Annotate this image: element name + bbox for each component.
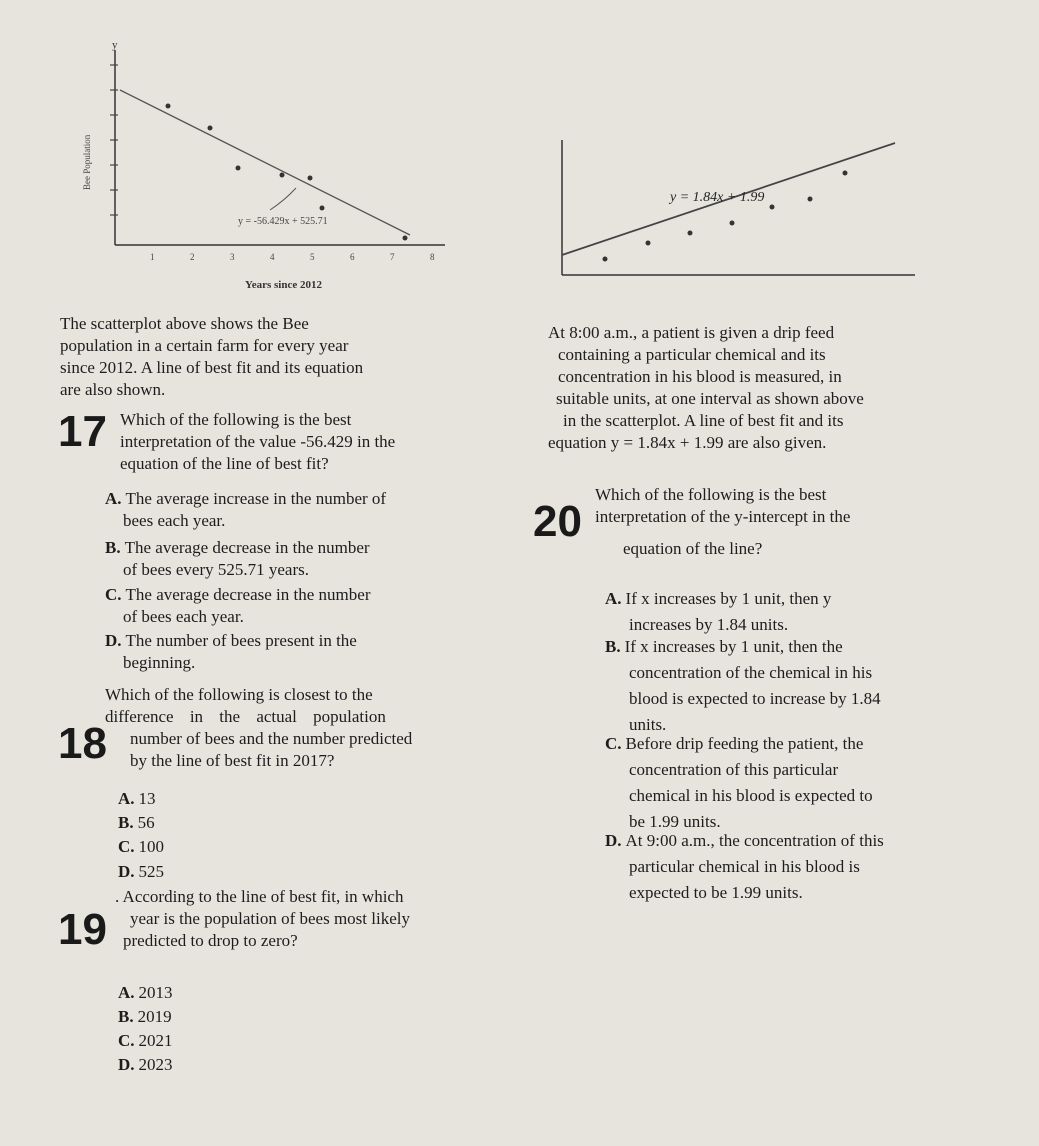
x-axis-title: Years since 2012 [245, 279, 322, 291]
option-text: 13 [138, 789, 156, 808]
question-19-number: 19 [58, 905, 107, 954]
option-letter: D. [605, 831, 622, 850]
q18-option-b[interactable] [118, 812, 155, 834]
data-point [843, 171, 848, 176]
stem-line: equation of the line? [623, 539, 763, 558]
x-tick-label: 2 [190, 252, 195, 262]
option-text: The number of bees present in the [125, 631, 357, 650]
stem-line: Which of the following is the best [120, 410, 352, 429]
option-text: beginning. [123, 653, 196, 672]
q18-option-a[interactable] [118, 788, 156, 810]
best-fit-line [120, 90, 410, 235]
option-letter: C. [105, 585, 122, 604]
option-text: expected to be 1.99 units. [629, 883, 803, 902]
chart-equation: y = -56.429x + 525.71 [238, 216, 328, 227]
data-point [280, 173, 285, 178]
data-point [236, 166, 241, 171]
x-tick-label: 1 [150, 252, 155, 262]
intro-line: are also shown. [60, 380, 166, 399]
option-letter: D. [105, 631, 122, 650]
q17-option-c[interactable] [105, 584, 465, 628]
option-text: concentration of this particular [629, 760, 839, 779]
intro-line: population in a certain farm for every year [60, 336, 349, 355]
intro-line: suitable units, at one interval as shown above [556, 389, 864, 408]
data-point [688, 231, 693, 236]
intro-line: equation y = 1.84x + 1.99 are also given. [548, 433, 827, 452]
question-18-stem [105, 684, 475, 772]
stem-line: interpretation of the value -56.429 in the [120, 432, 396, 451]
option-text: Before drip feeding the patient, the [625, 734, 864, 753]
option-text: 2013 [138, 983, 173, 1002]
chart-equation: y = 1.84x + 1.99 [670, 190, 765, 205]
x-tick-label: 3 [230, 252, 235, 262]
option-text: At 9:00 a.m., the concentration of this [625, 831, 884, 850]
option-letter: C. [605, 734, 622, 753]
option-letter: B. [118, 1007, 134, 1026]
option-text: 525 [138, 862, 165, 881]
intro-line: concentration in his blood is measured, in [558, 367, 842, 386]
data-point [770, 205, 775, 210]
option-text: 56 [137, 813, 155, 832]
q20-option-a[interactable] [605, 588, 955, 636]
option-text: bees each year. [123, 511, 226, 530]
question-20-number: 20 [533, 497, 582, 546]
intro-line: in the scatterplot. A line of best fit and its [563, 411, 844, 430]
data-point [808, 197, 813, 202]
q19-option-d[interactable] [118, 1054, 173, 1076]
q20-option-d[interactable] [605, 830, 955, 904]
stem-line: equation of the line of best fit? [120, 454, 329, 473]
option-text: of bees every 525.71 years. [123, 560, 309, 579]
stem-line: Which of the following is closest to the [105, 685, 373, 704]
option-text: of bees each year. [123, 607, 244, 626]
stem-line: year is the population of bees most likely [130, 909, 410, 928]
bee-intro-text [60, 313, 460, 401]
x-tick-label: 5 [310, 252, 315, 262]
option-letter: B. [118, 813, 134, 832]
option-text: 2023 [138, 1055, 173, 1074]
option-text: The average decrease in the number [125, 585, 371, 604]
data-point [308, 176, 313, 181]
option-letter: D. [118, 1055, 135, 1074]
option-text: blood is expected to increase by 1.84 [629, 689, 881, 708]
option-text: 2021 [138, 1031, 173, 1050]
intro-line: The scatterplot above shows the Bee [60, 314, 309, 333]
option-text: The average decrease in the number [124, 538, 370, 557]
option-letter: A. [118, 983, 135, 1002]
option-text: units. [629, 715, 667, 734]
y-axis-title: Bee Population [82, 134, 92, 190]
data-point [730, 221, 735, 226]
q17-option-a[interactable] [105, 488, 465, 532]
option-text: particular chemical in his blood is [629, 857, 860, 876]
data-point [208, 126, 213, 131]
data-point [646, 241, 651, 246]
stem-line: interpretation of the y-intercept in the [595, 507, 851, 526]
q18-option-d[interactable] [118, 861, 164, 883]
option-letter: A. [118, 789, 135, 808]
data-point [603, 257, 608, 262]
stem-line: number of bees and the number predicted [130, 729, 413, 748]
option-text: be 1.99 units. [629, 812, 721, 831]
drip-concentration-scatterplot [540, 135, 930, 285]
q20-option-c[interactable] [605, 733, 955, 833]
option-text: If x increases by 1 unit, then the [624, 637, 843, 656]
q20-option-b[interactable] [605, 636, 955, 736]
q19-option-b[interactable] [118, 1006, 172, 1028]
data-point [166, 104, 171, 109]
option-text: 100 [138, 837, 165, 856]
intro-line: containing a particular chemical and its [558, 345, 826, 364]
bee-population-scatterplot [60, 30, 460, 300]
question-19-stem [115, 886, 475, 952]
question-18-number: 18 [58, 719, 107, 768]
question-20-stem [595, 484, 955, 560]
option-letter: D. [118, 862, 135, 881]
data-point [320, 206, 325, 211]
stem-line: predicted to drop to zero? [123, 931, 298, 950]
option-text: increases by 1.84 units. [629, 615, 789, 634]
y-ticks [110, 65, 118, 215]
intro-line: since 2012. A line of best fit and its equation [60, 358, 364, 377]
option-text: concentration of the chemical in his [629, 663, 873, 682]
q17-option-b[interactable] [105, 537, 465, 581]
x-tick-labels [150, 252, 435, 262]
q19-option-a[interactable] [118, 982, 173, 1004]
intro-line: At 8:00 a.m., a patient is given a drip feed [548, 323, 835, 342]
equation-pointer [270, 188, 296, 210]
option-letter: A. [105, 489, 122, 508]
question-17-number: 17 [58, 407, 107, 456]
y-axis-letter: y [112, 39, 118, 51]
stem-line: difference in the actual population [105, 707, 386, 726]
option-text: If x increases by 1 unit, then y [625, 589, 832, 608]
option-letter: B. [605, 637, 621, 656]
q18-option-c[interactable] [118, 836, 164, 858]
q17-option-d[interactable] [105, 630, 465, 674]
option-letter: B. [105, 538, 121, 557]
stem-line: by the line of best fit in 2017? [130, 751, 335, 770]
stem-line: Which of the following is the best [595, 485, 827, 504]
option-letter: A. [605, 589, 622, 608]
option-letter: C. [118, 837, 135, 856]
x-tick-label: 7 [390, 252, 395, 262]
x-tick-label: 8 [430, 252, 435, 262]
data-point [403, 236, 408, 241]
drip-intro-text [548, 322, 936, 454]
x-tick-label: 4 [270, 252, 275, 262]
question-17-stem [120, 409, 465, 475]
q19-option-c[interactable] [118, 1030, 173, 1052]
option-text: chemical in his blood is expected to [629, 786, 873, 805]
option-text: 2019 [137, 1007, 172, 1026]
stem-line: . According to the line of best fit, in which [115, 887, 404, 906]
x-tick-label: 6 [350, 252, 355, 262]
option-text: The average increase in the number of [125, 489, 387, 508]
option-letter: C. [118, 1031, 135, 1050]
data-points [603, 171, 848, 262]
